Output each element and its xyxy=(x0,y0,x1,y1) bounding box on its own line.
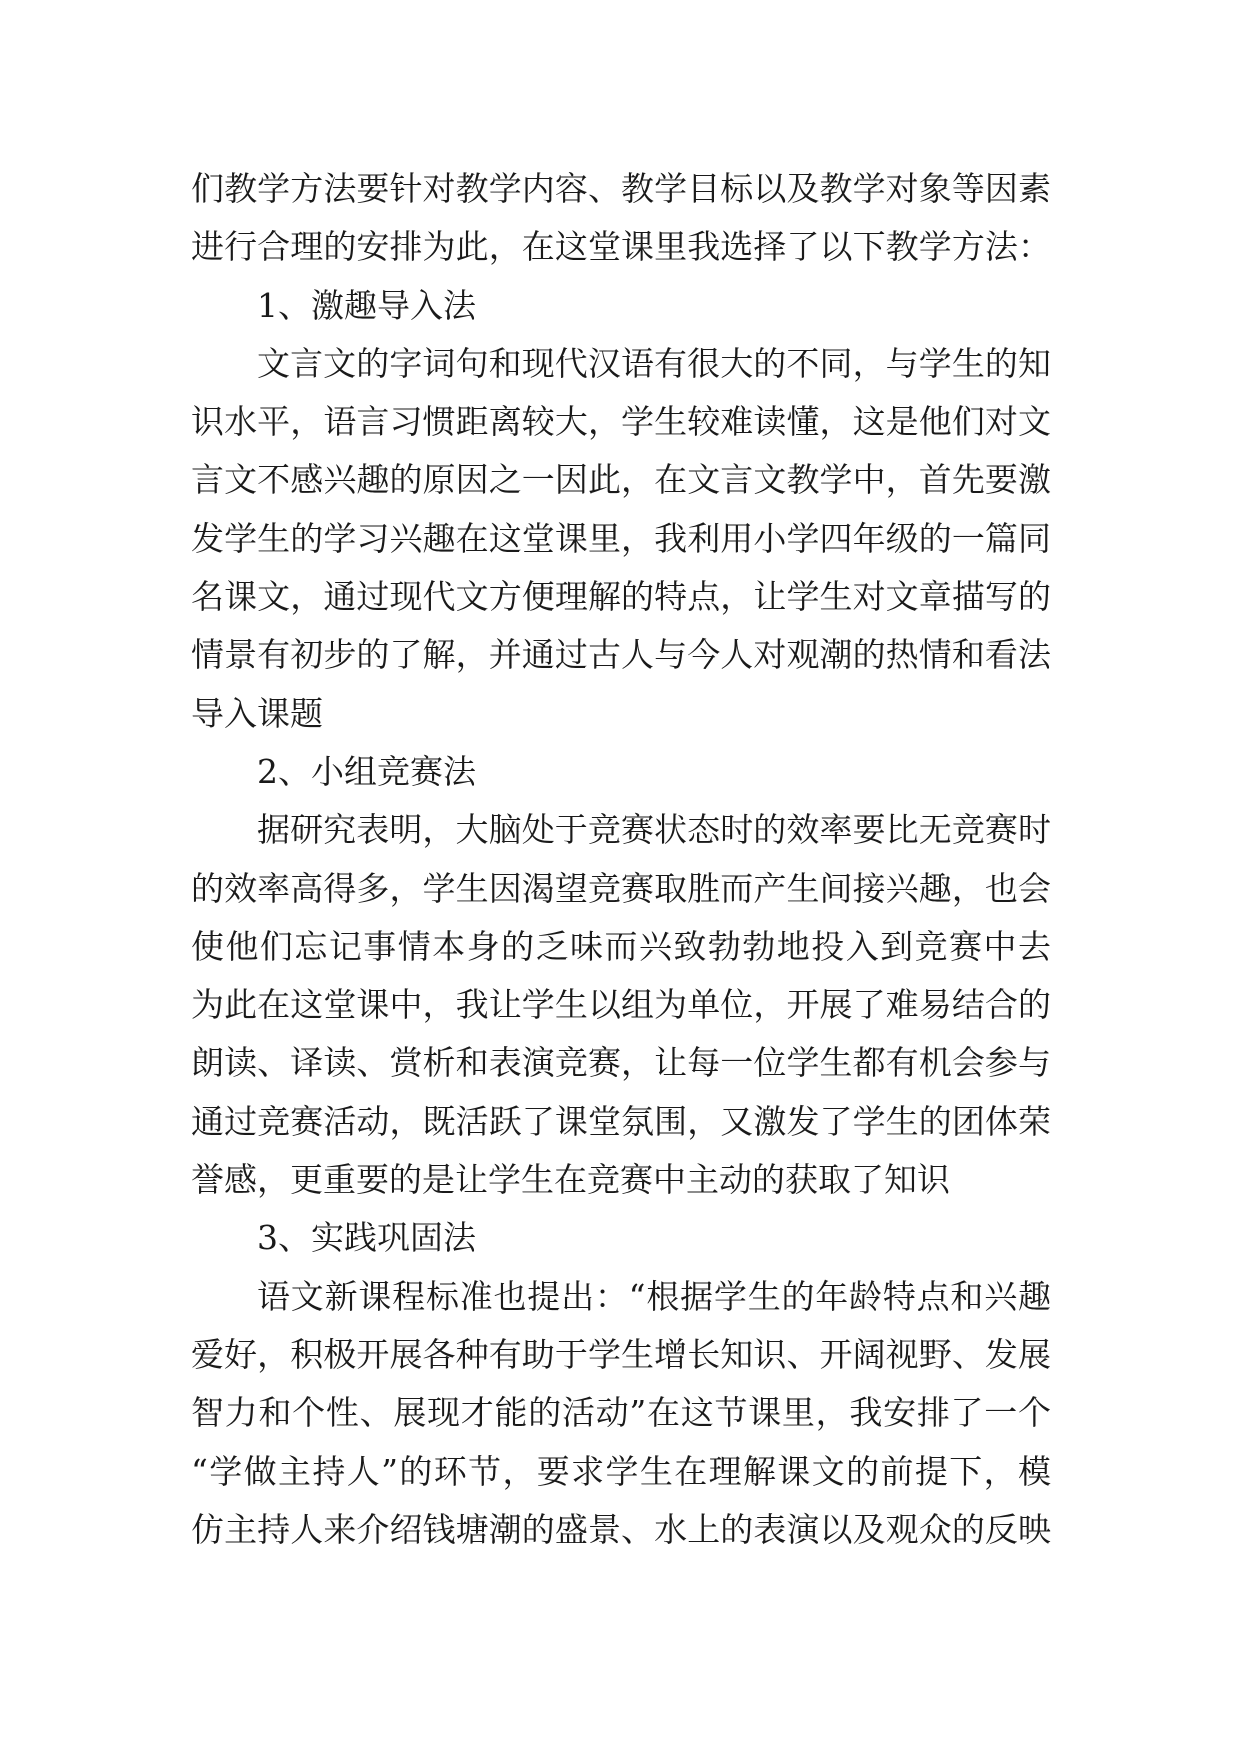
section-heading: 3、实践巩固法 xyxy=(257,1218,476,1258)
section-heading: 2、小组竞赛法 xyxy=(257,751,476,791)
text-line: 语文新课程标准也提出：“根据学生的年龄特点和兴趣 xyxy=(257,1276,1051,1316)
text-line: 名课文，通过现代文方便理解的特点，让学生对文章描写的 xyxy=(191,577,1051,617)
text-line: 的效率高得多，学生因渴望竞赛取胜而产生间接兴趣，也会 xyxy=(191,868,1051,908)
text-line: 为此在这堂课中，我让学生以组为单位，开展了难易结合的 xyxy=(191,985,1051,1025)
text-line: 使他们忘记事情本身的乏味而兴致勃勃地投入到竞赛中去 xyxy=(191,926,1051,966)
text-line: 誉感，更重要的是让学生在竞赛中主动的获取了知识 xyxy=(191,1160,950,1200)
text-line: 爱好，积极开展各种有助于学生增长知识、开阔视野、发展 xyxy=(191,1334,1051,1374)
text-line: 进行合理的安排为此，在这堂课里我选择了以下教学方法： xyxy=(191,227,1051,267)
text-line: 朗读、译读、赏析和表演竞赛，让每一位学生都有机会参与 xyxy=(191,1043,1051,1083)
section-heading: 1、激趣导入法 xyxy=(257,285,476,325)
body-text xyxy=(191,160,1051,1559)
text-line: 情景有初步的了解，并通过古人与今人对观潮的热情和看法 xyxy=(191,635,1051,675)
text-line: 导入课题 xyxy=(191,693,323,733)
text-line: 通过竞赛活动，既活跃了课堂氛围，又激发了学生的团体荣 xyxy=(191,1101,1051,1141)
text-line: 文言文的字词句和现代汉语有很大的不同，与学生的知 xyxy=(257,343,1051,383)
text-line: 识水平，语言习惯距离较大，学生较难读懂，这是他们对文 xyxy=(191,402,1051,442)
text-line: 据研究表明，大脑处于竞赛状态时的效率要比无竞赛时 xyxy=(257,810,1051,850)
text-line: 发学生的学习兴趣在这堂课里，我利用小学四年级的一篇同 xyxy=(191,518,1051,558)
text-line: 智力和个性、展现才能的活动”在这节课里，我安排了一个 xyxy=(191,1393,1051,1433)
text-line: 们教学方法要针对教学内容、教学目标以及教学对象等因素 xyxy=(191,169,1051,208)
text-line: 言文不感兴趣的原因之一因此，在文言文教学中，首先要激 xyxy=(191,460,1051,500)
text-line: “学做主持人”的环节，要求学生在理解课文的前提下，模 xyxy=(191,1451,1051,1491)
text-line: 仿主持人来介绍钱塘潮的盛景、水上的表演以及观众的反映 xyxy=(191,1509,1051,1549)
